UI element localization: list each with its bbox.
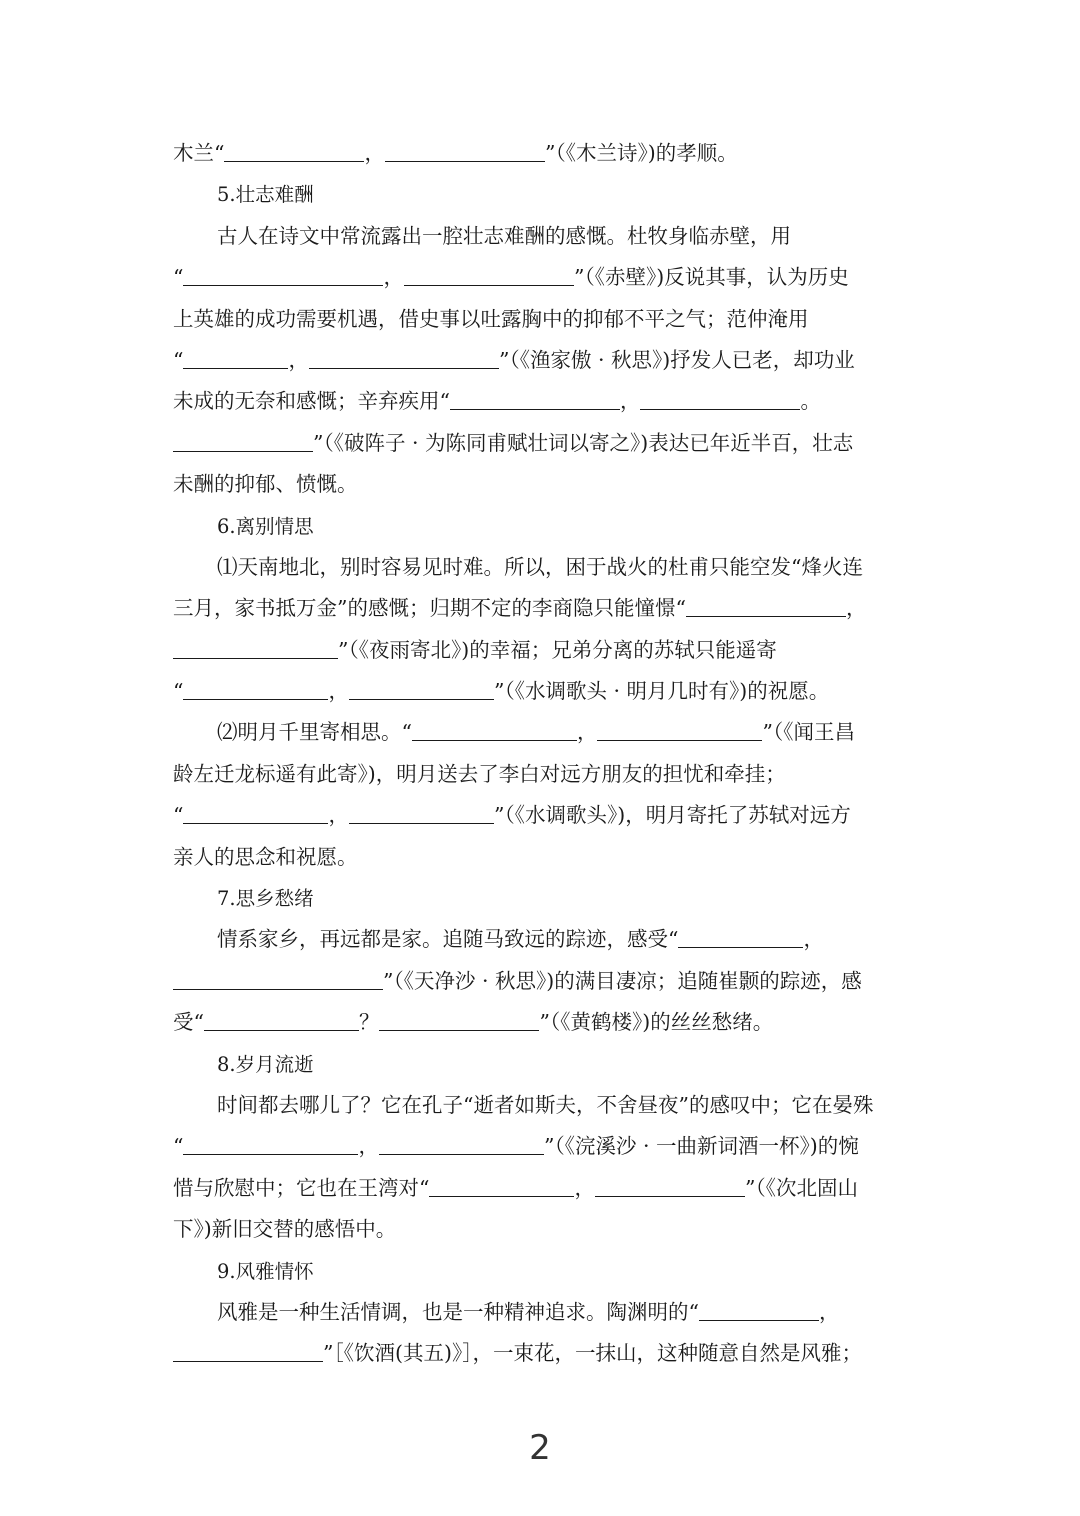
line-text: “ <box>173 347 184 372</box>
line-text: 上英雄的成功需要机遇，借史事以吐露胸中的抑郁不平之气；范仲淹用 <box>173 306 809 331</box>
line-text: ”（《天净沙 · 秋思》)的满目凄凉；追随崔颢的踪迹，感 <box>383 968 862 993</box>
text-line <box>173 133 908 174</box>
section-heading <box>173 1044 908 1085</box>
line-text: 9.风雅情怀 <box>217 1259 314 1283</box>
line-text: ？ <box>358 1010 380 1035</box>
fill-in-blank <box>450 385 620 410</box>
text-line <box>173 837 908 878</box>
line-text: ”（《水调歌头》)，明月寄托了苏轼对远方 <box>493 803 851 828</box>
text-line <box>173 1085 908 1126</box>
line-text: 古人在诗文中常流露出一腔壮志难酬的感慨。杜牧身临赤壁，用 <box>217 223 791 248</box>
fill-in-blank <box>224 137 364 162</box>
line-text: ”（《夜雨寄北》)的幸福；兄弟分离的苏轼只能遥寄 <box>338 637 777 662</box>
line-text: ， <box>328 803 349 828</box>
fill-in-blank <box>595 1172 745 1197</box>
section-heading <box>173 174 908 215</box>
fill-in-blank <box>349 675 494 700</box>
fill-in-blank <box>183 261 383 286</box>
line-text: “ <box>173 803 184 828</box>
fill-in-blank <box>379 1130 544 1155</box>
fill-in-blank <box>349 799 494 824</box>
fill-in-blank <box>678 923 803 948</box>
fill-in-blank <box>429 1172 574 1197</box>
text-line <box>173 712 908 753</box>
text-line <box>173 1126 908 1167</box>
line-text: ”（《闻王昌 <box>762 720 855 745</box>
line-text: “ <box>173 265 184 290</box>
line-text: 龄左迁龙标遥有此寄》)，明月送去了李白对远方朋友的担忧和牵挂； <box>173 761 786 786</box>
line-text: ， <box>845 596 867 621</box>
line-text: ”（《黄鹤楼》)的丝丝愁绪。 <box>539 1010 774 1035</box>
text-line <box>173 216 908 257</box>
section-heading <box>173 506 908 547</box>
fill-in-blank <box>183 675 328 700</box>
fill-in-blank <box>404 261 574 286</box>
line-text: ”（《浣溪沙 · 一曲新词酒一杯》)的惋 <box>543 1134 859 1159</box>
line-text: ⑵明月千里寄相思。“ <box>217 720 412 745</box>
fill-in-blank <box>309 344 499 369</box>
line-text: ”（《赤壁》)反说其事，认为历史 <box>573 265 849 290</box>
line-text: ”（《木兰诗》)的孝顺。 <box>544 141 738 165</box>
line-text: ”［《饮酒(其五)》］，一束花，一抹山，这种随意自然是风雅； <box>323 1341 862 1366</box>
fill-in-blank <box>412 716 577 741</box>
line-text: ”（《渔家傲 · 秋思》)抒发人已老，却功业 <box>498 347 855 372</box>
text-line <box>173 299 908 340</box>
line-text: ， <box>288 347 309 372</box>
text-line <box>173 1168 908 1209</box>
document-body <box>173 133 908 1375</box>
line-text: 情系家乡，再远都是家。追随马致远的踪迹，感受“ <box>217 927 679 952</box>
line-text: 。 <box>800 389 821 414</box>
section-heading <box>173 1251 908 1292</box>
fill-in-blank <box>183 799 328 824</box>
fill-in-blank <box>640 385 800 410</box>
text-line <box>173 257 908 298</box>
line-text: 6.离别情思 <box>217 514 314 538</box>
fill-in-blank <box>699 1296 819 1321</box>
line-text: 8.岁月流逝 <box>217 1052 314 1076</box>
text-line <box>173 1002 908 1043</box>
line-text: 风雅是一种生活情调，也是一种精神追求。陶渊明的“ <box>217 1299 699 1324</box>
fill-in-blank <box>379 1006 539 1031</box>
line-text: 时间都去哪儿了？它在孔子“逝者如斯夫，不舍昼夜”的感叹中；它在晏殊 <box>217 1092 874 1117</box>
line-text: ⑴天南地北，别时容易见时难。所以，困于战火的杜甫只能空发“烽火连 <box>217 554 863 579</box>
text-line <box>173 1292 908 1333</box>
fill-in-blank <box>173 634 338 659</box>
fill-in-blank <box>183 344 288 369</box>
text-line <box>173 423 908 464</box>
fill-in-blank <box>173 965 383 990</box>
fill-in-blank <box>686 592 846 617</box>
text-line <box>173 340 908 381</box>
line-text: 三月，家书抵万金”的感慨；归期不定的李商隐只能憧憬“ <box>173 596 686 621</box>
fill-in-blank <box>385 137 545 162</box>
line-text: 惜与欣慰中；它也在王湾对“ <box>173 1175 430 1200</box>
line-text: “ <box>173 679 184 704</box>
text-line <box>173 919 908 960</box>
line-text: ， <box>803 927 824 952</box>
line-text: ， <box>364 141 385 165</box>
text-line <box>173 1333 908 1374</box>
line-text: ， <box>619 389 641 414</box>
line-text: 木兰“ <box>173 141 225 165</box>
text-line <box>173 547 908 588</box>
section-heading <box>173 878 908 919</box>
line-text: ， <box>328 679 349 704</box>
text-line <box>173 961 908 1002</box>
line-text: 受“ <box>173 1010 204 1035</box>
line-text: ， <box>358 1134 379 1159</box>
line-text: 下》)新旧交替的感悟中。 <box>173 1217 397 1242</box>
line-text: ， <box>383 265 404 290</box>
text-line <box>173 630 908 671</box>
line-text: “ <box>173 1134 184 1159</box>
text-line <box>173 671 908 712</box>
page-number: 2 <box>529 1428 551 1468</box>
text-line <box>173 795 908 836</box>
line-text: ”（《破阵子 · 为陈同甫赋壮词以寄之》)表达已年近半百，壮志 <box>313 430 854 455</box>
line-text: ”（《次北固山 <box>744 1175 858 1200</box>
text-line <box>173 381 908 422</box>
line-text: 7.思乡愁绪 <box>217 887 314 911</box>
line-text: ， <box>576 720 598 745</box>
fill-in-blank <box>204 1006 359 1031</box>
fill-in-blank <box>597 716 762 741</box>
line-text: ， <box>574 1175 595 1200</box>
line-text: 未成的无奈和感慨；辛弃疾用“ <box>173 389 450 414</box>
fill-in-blank <box>183 1130 358 1155</box>
text-line <box>173 464 908 505</box>
line-text: 未酬的抑郁、愤慨。 <box>173 472 358 497</box>
fill-in-blank <box>173 1337 323 1362</box>
text-line <box>173 1209 908 1250</box>
fill-in-blank <box>173 427 313 452</box>
line-text: 5.壮志难酬 <box>217 183 314 207</box>
line-text: ， <box>818 1299 840 1324</box>
line-text: 亲人的思念和祝愿。 <box>173 844 358 869</box>
text-line <box>173 588 908 629</box>
line-text: ”（《水调歌头 · 明月几时有》)的祝愿。 <box>493 679 830 704</box>
text-line <box>173 754 908 795</box>
